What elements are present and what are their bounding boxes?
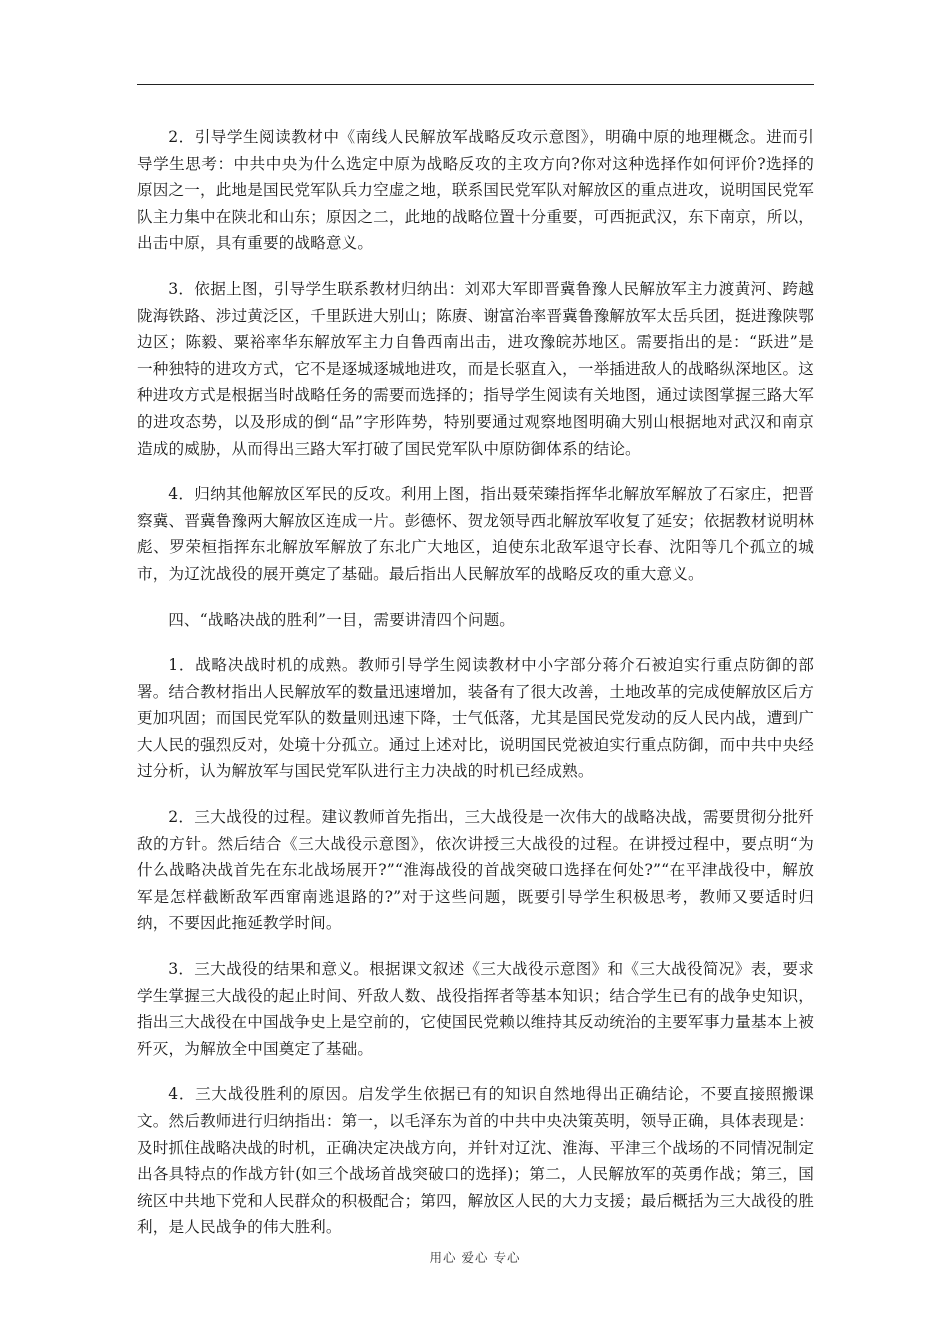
page-footer: 用心 爱心 专心 xyxy=(429,1250,521,1265)
header-rule xyxy=(137,84,814,85)
paragraph: 3．三大战役的结果和意义。根据课文叙述《三大战役示意图》和《三大战役简况》表，要求学生掌握三大战役的起止时间、歼敌人数、战役指挥者等基本知识；结合学生已有的战争史知识，指出三大战役在中国战争史上是空前的，它使国民党赖以维持其反动统治的主要军事力量基本上被歼灭，为解放全中国奠定了基础。 xyxy=(137,960,814,1058)
paragraph: 3．依据上图，引导学生联系教材归纳出：刘邓大军即晋冀鲁豫人民解放军主力渡黄河、跨越陇海铁路、涉过黄泛区，千里跃进大别山；陈赓、谢富治率晋冀鲁豫解放军太岳兵团，挺进豫陕鄂边区；陈毅、粟裕率华东解放军主力自鲁西南出击，进攻豫皖苏地区。需要指出的是：“跃进”是一种独特的进攻方式，它不是逐城逐城地进攻，而是长驱直入，一举插进敌人的战略纵深地区。这种进攻方式是根据当时战略任务的需要而选择的；指导学生阅读有关地图，通过读图掌握三路大军的进攻态势，以及形成的倒“品”字形阵势，特别要通过观察地图明确大别山根据地对武汉和南京造成的威胁，从而得出三路大军打破了国民党军队中原防御体系的结论。 xyxy=(137,279,814,458)
paragraph: 4．三大战役胜利的原因。启发学生依据已有的知识自然地得出正确结论，不要直接照搬课文。然后教师进行归纳指出：第一，以毛泽东为首的中共中央决策英明，领导正确，具体表现是：及时抓住战略决战的时机，正确决定决战方向，并针对辽沈、淮海、平津三个战场的不同情况制定出各具特点的作战方针(如三个战场首战突破口的选择)；第二，人民解放军的英勇作战；第三，国统区中共地下党和人民群众的积极配合；第四，解放区人民的大力支援；最后概括为三大战役的胜利，是人民战争的伟大胜利。 xyxy=(137,1085,814,1237)
paragraph: 2．引导学生阅读教材中《南线人民解放军战略反攻示意图》，明确中原的地理概念。进而引导学生思考：中共中央为什么选定中原为战略反攻的主攻方向?你对这种选择作如何评价?选择的原因之一，此地是国民党军队兵力空虚之地，联系国民党军队对解放区的重点进攻，说明国民党军队主力集中在陕北和山东；原因之二，此地的战略位置十分重要，可西扼武汉，东下南京，所以，出击中原，具有重要的战略意义。 xyxy=(137,128,814,253)
paragraph: 2．三大战役的过程。建议教师首先指出，三大战役是一次伟大的战略决战，需要贯彻分批歼敌的方针。然后结合《三大战役示意图》，依次讲授三大战役的过程。在讲授过程中，要点明“为什么战略决战首先在东北战场展开?”“淮海战役的首战突破口选择在何处?”“在平津战役中，解放军是怎样截断敌军西窜南逃退路的?”对于这些问题，既要引导学生积极思考，教师又要适时归纳，不要因此拖延教学时间。 xyxy=(137,808,814,933)
paragraph: 4．归纳其他解放区军民的反攻。利用上图，指出聂荣臻指挥华北解放军解放了石家庄，把晋察冀、晋冀鲁豫两大解放区连成一片。彭德怀、贺龙领导西北解放军收复了延安；依据教材说明林彪、罗荣桓指挥东北解放军解放了东北广大地区，迫使东北敌军退守长春、沈阳等几个孤立的城市，为辽沈战役的展开奠定了基础。最后指出人民解放军的战略反攻的重大意义。 xyxy=(137,485,814,583)
document-body xyxy=(137,124,814,1260)
paragraph: 1．战略决战时机的成熟。教师引导学生阅读教材中小字部分蒋介石被迫实行重点防御的部署。结合教材指出人民解放军的数量迅速增加，装备有了很大改善，土地改革的完成使解放区后方更加巩固；而国民党军队的数量则迅速下降，士气低落，尤其是国民党发动的反人民内战，遭到广大人民的强烈反对，处境十分孤立。通过上述对比，说明国民党被迫实行重点防御，而中共中央经过分析，认为解放军与国民党军队进行主力决战的时机已经成熟。 xyxy=(137,656,814,781)
section-heading: 四、“战略决战的胜利”一目，需要讲清四个问题。 xyxy=(168,610,516,629)
